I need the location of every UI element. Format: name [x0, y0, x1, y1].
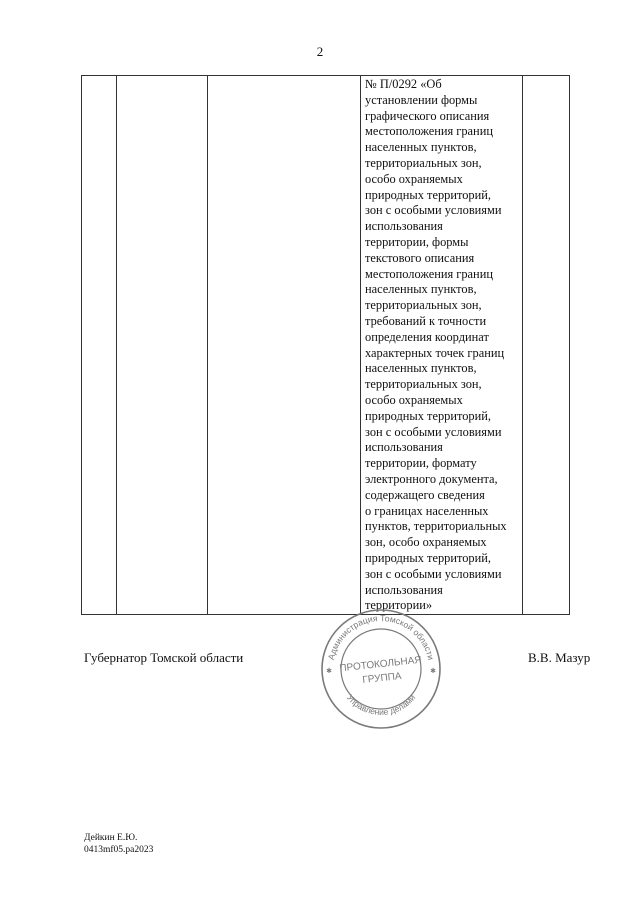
- cell-text-line: использования: [365, 582, 443, 597]
- cell-text-line: использования: [365, 440, 443, 455]
- protocol-stamp-seal: [318, 606, 444, 732]
- cell-text-line: населенных пунктов,: [365, 361, 477, 376]
- cell-text-line: текстового описания: [365, 250, 475, 265]
- cell-text-line: территориальных зон,: [365, 377, 482, 392]
- cell-text-line: местоположения границ: [365, 266, 493, 281]
- cell-text-line: электронного документа,: [365, 471, 498, 486]
- cell-text-content: [361, 76, 522, 614]
- table-cell-5: [523, 76, 570, 615]
- cell-text-line: природных территорий,: [365, 187, 491, 202]
- cell-text-line: установлении формы: [365, 92, 478, 107]
- cell-text-line: природных территорий,: [365, 408, 491, 423]
- table-cell-text: [361, 76, 523, 615]
- cell-text-line: территориальных зон,: [365, 155, 482, 170]
- cell-text-line: населенных пунктов,: [365, 282, 477, 297]
- executor-name: Дейкин Е.Ю.: [84, 833, 138, 843]
- cell-text-line: населенных пунктов,: [365, 140, 477, 155]
- document-code: 0413mf05.pa2023: [84, 844, 154, 855]
- stamp-star-icon: ✱: [326, 667, 332, 675]
- cell-text-line: требований к точности: [365, 313, 487, 328]
- stamp-center-line2: ГРУППА: [361, 670, 403, 686]
- cell-text-line: № П/0292 «Об: [365, 77, 442, 91]
- page-number: 2: [316, 44, 324, 59]
- cell-text-line: зон, особо охраняемых: [365, 535, 487, 550]
- cell-text-line: определения координат: [365, 329, 489, 344]
- cell-text-line: графического описания: [365, 108, 490, 123]
- cell-text-line: содержащего сведения: [365, 487, 485, 502]
- cell-text-line: зон с особыми условиями: [365, 566, 502, 581]
- table-row: [82, 76, 570, 615]
- signatory-name: В.В. Мазур: [528, 650, 591, 665]
- cell-text-line: использования: [365, 219, 443, 234]
- table-cell-3: [208, 76, 361, 615]
- signatory-position: Губернатор Томской области: [84, 650, 244, 665]
- stamp-bottom-text: Управление делами: [344, 692, 418, 718]
- stamp-star-icon: ✱: [430, 667, 436, 675]
- cell-text-line: территории»: [365, 598, 433, 613]
- stamp-center-line1: ПРОТОКОЛЬНАЯ: [338, 654, 423, 675]
- cell-text-line: природных территорий,: [365, 550, 491, 565]
- cell-text-line: особо охраняемых: [365, 392, 463, 407]
- cell-text-line: характерных точек границ: [365, 345, 505, 360]
- cell-text-line: территории, формы: [365, 234, 469, 249]
- cell-text-line: местоположения границ: [365, 124, 493, 139]
- document-table: [81, 75, 570, 615]
- cell-text-line: пунктов, территориальных: [365, 519, 507, 534]
- table-cell-number: [82, 76, 117, 615]
- table-cell-2: [117, 76, 208, 615]
- footer-block: [84, 833, 153, 856]
- cell-text-line: территориальных зон,: [365, 298, 482, 313]
- svg-text:Управление делами: [345, 692, 417, 717]
- stamp-ring-text: Администрация Томской области: [325, 612, 437, 661]
- cell-text-line: зон с особыми условиями: [365, 203, 502, 218]
- cell-text-line: зон с особыми условиями: [365, 424, 502, 439]
- svg-text:Администрация Томской области: [326, 613, 436, 661]
- cell-text-line: территории, формату: [365, 456, 477, 471]
- cell-text-line: особо охраняемых: [365, 171, 463, 186]
- cell-text-line: о границах населенных: [365, 503, 489, 518]
